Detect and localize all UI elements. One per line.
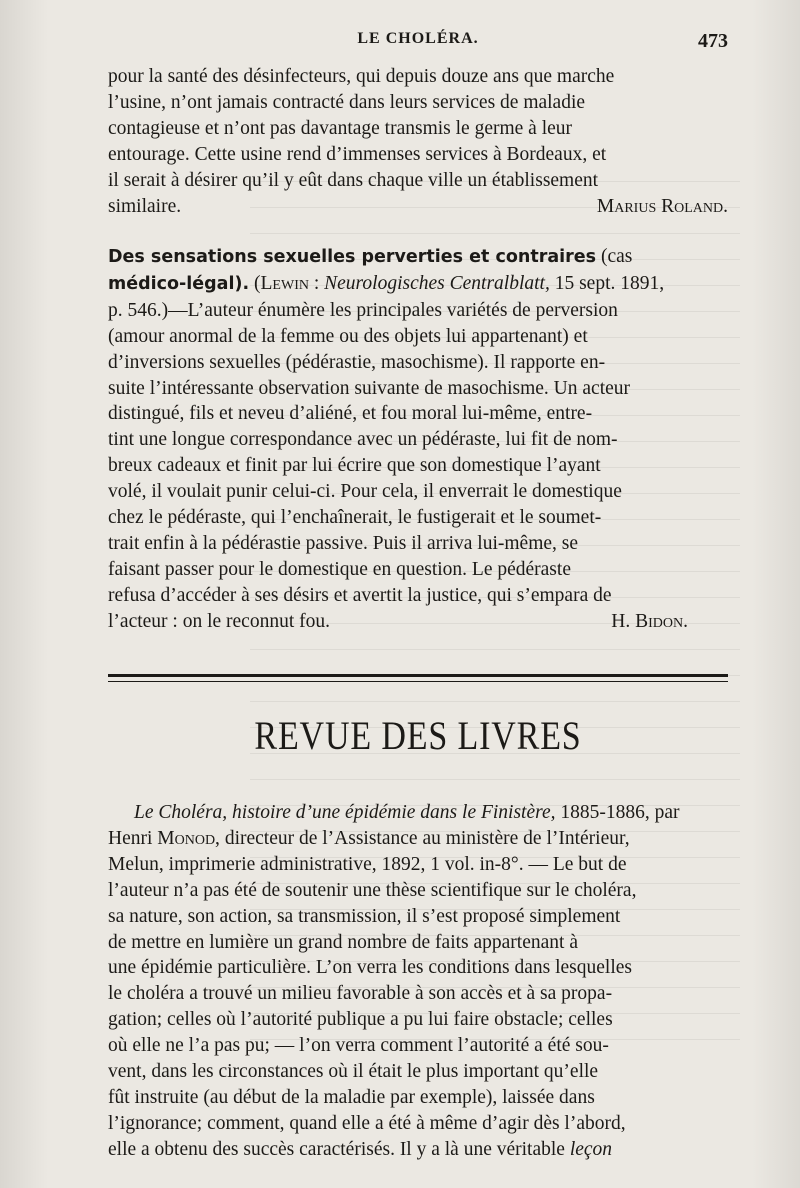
text-line: tint une longue correspondance avec un pédéraste, lui fit de nom- — [108, 429, 618, 451]
text-line: l’auteur n’a pas été de soutenir une thèse scientifique sur le choléra, — [108, 879, 637, 901]
text-line: l’ignorance; comment, quand elle a été à même d’agir dès l’abord, — [108, 1112, 626, 1134]
author-last-name: Monod, — [157, 827, 220, 849]
article-title-end: médico-légal). — [108, 273, 250, 294]
text-line: chez le pédéraste, qui l’enchaînerait, le fustigerait et le soumet- — [108, 507, 602, 529]
running-title: LE CHOLÉRA. — [357, 30, 479, 47]
text-line: fût instruite (au début de la maladie par exemple), laissée dans — [108, 1086, 595, 1108]
text-line-final — [108, 1137, 728, 1163]
section-rule-thin — [108, 681, 728, 682]
section-title: REVUE DES LIVRES — [254, 713, 582, 758]
text-line: p. 546.)—L’auteur énumère les principales variétés de perversion — [108, 299, 618, 321]
text-line: d’inversions sexuelles (pédérastie, masochisme). Il rapporte en- — [108, 351, 606, 373]
closing-line — [108, 609, 728, 635]
text-line: distingué, fils et neveu d’aliéné, et fou moral lui-même, entre- — [108, 403, 593, 425]
article-desinfection — [108, 64, 728, 219]
author-first-name: Henri — [108, 827, 153, 849]
text-line: breux cadeaux et finit par lui écrire que son domestique l’ayant — [108, 455, 601, 477]
article-heading — [108, 244, 728, 271]
closing-line — [108, 194, 728, 220]
author-signature: Marius Roland. — [596, 195, 728, 217]
text-line: elle a obtenu des succès caractérisés. Il y a là une véritable — [108, 1138, 565, 1160]
text-line-italic: leçon — [569, 1138, 613, 1160]
text-line: le choléra a trouvé un milieu favorable à son accès et à sa propa- — [108, 983, 613, 1005]
reference-author: Lewin — [260, 272, 309, 294]
text-line: suite l’intéressante observation suivante de masochisme. Un acteur — [108, 377, 631, 399]
page-number: 473 — [698, 30, 728, 52]
text-line: l’usine, n’ont jamais contracté dans leurs services de maladie — [108, 91, 586, 113]
text-line: contagieuse et n’ont pas davantage transmis le germe à leur — [108, 117, 573, 139]
text-line: l’acteur : on le reconnut fou. — [108, 610, 330, 632]
text-line: de mettre en lumière un grand nombre de faits appartenant à — [108, 931, 578, 953]
book-title: Le Choléra, histoire d’une épidémie dans le Finistère, — [134, 802, 556, 823]
text-line: faisant passer pour le domestique en question. Le pédéraste — [108, 558, 571, 580]
text-line: vent, dans les circonstances où il était le plus important qu’elle — [108, 1061, 599, 1083]
text-line: pour la santé des désinfecteurs, qui depuis douze ans que marche — [108, 66, 615, 87]
reference-line: médico-légal). (Lewin : Neurologisches Centralblatt, 15 sept. 1891, — [108, 272, 665, 294]
text-line: où elle ne l’a pas pu; — l’on verra comment l’autorité a été sou- — [108, 1035, 609, 1057]
text-line: similaire. — [108, 195, 182, 217]
text-line: une épidémie particulière. L’on verra les conditions dans lesquelles — [108, 957, 632, 979]
text-line: trait enfin à la pédérastie passive. Puis il arriva lui-même, se — [108, 532, 579, 554]
article-sensations — [108, 244, 728, 635]
text-line: gation; celles où l’autorité publique a pu lui faire obstacle; celles — [108, 1009, 613, 1031]
text-line: (amour anormal de la femme ou des objets lui appartenant) et — [108, 325, 588, 347]
article-title: Des sensations sexuelles perverties et contraires — [108, 247, 597, 267]
reference-journal: Neurologisches Centralblatt, — [324, 272, 550, 294]
text-line: volé, il voulait punir celui-ci. Pour cela, il enverrait le domestique — [108, 481, 622, 503]
article-title-paren: (cas — [600, 246, 633, 267]
text-line: Melun, imprimerie administrative, 1892, 1 vol. in-8°. — Le but de — [108, 853, 627, 875]
text-line: entourage. Cette usine rend d’immenses services à Bordeaux, et — [108, 143, 607, 165]
book-years: 1885-1886, par — [560, 802, 680, 823]
review-heading — [108, 800, 728, 826]
author-signature: H. Bidon. — [611, 610, 688, 632]
author-title: directeur de l’Assistance au ministère de l’Intérieur, — [224, 827, 630, 849]
text-line: il serait à désirer qu’il y eût dans chaque ville un établissement — [108, 169, 599, 191]
page-header — [108, 30, 728, 60]
section-rule-thick — [108, 674, 728, 677]
text-line: sa nature, son action, sa transmission, il s’est proposé simplement — [108, 905, 621, 927]
book-review — [108, 800, 728, 1163]
reference-date: 15 sept. 1891, — [554, 272, 665, 294]
text-line: refusa d’accéder à ses désirs et avertit la justice, qui s’empara de — [108, 584, 612, 606]
review-author-line — [108, 826, 728, 852]
